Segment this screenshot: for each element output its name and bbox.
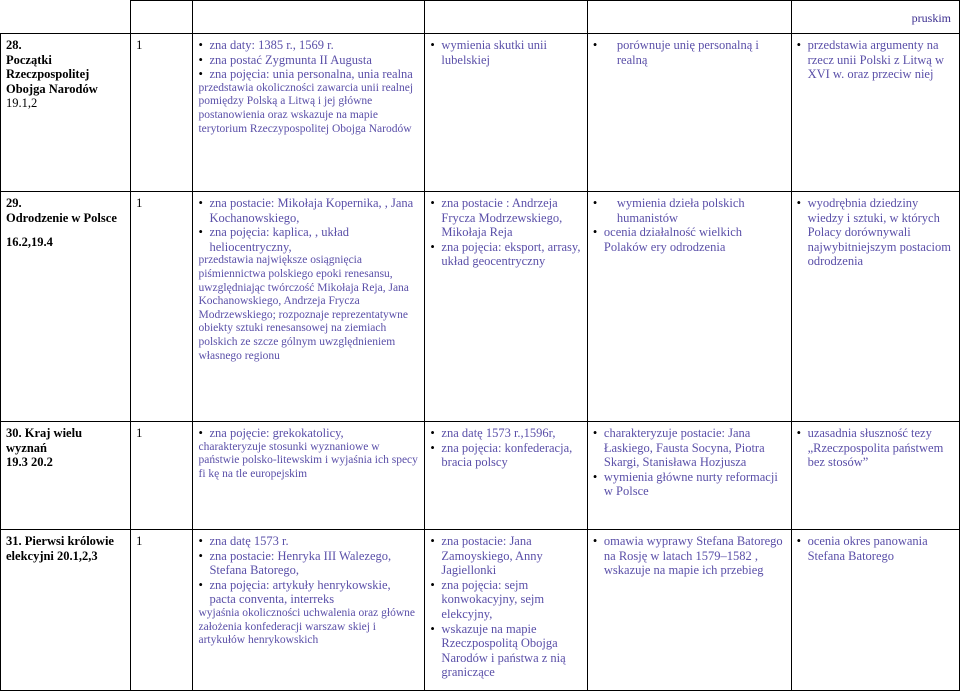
list-item: • zna datę 1573 r.,1596r, [430,426,581,441]
list-item: • porównuje unię personalną i realną [593,38,786,67]
table-row [1,192,960,422]
list-item: • wymienia skutki unii lubelskiej [430,38,581,67]
header-corner-text: pruskim [791,1,959,34]
requirements-sufficient [425,34,587,192]
hours-cell: 1 [131,192,193,422]
topic-reference: 19.1,2 [6,96,38,111]
topic-number: 28. [6,38,22,52]
list-item: przedstawia okoliczności zawarcia unii realnej pomiędzy Polską a Litwą i jej główne postanowienia oraz wskazuje na mapie terytorium Rzeczypospolitej Obojga Narodów [198,81,414,135]
list-item: • zna pojęcia: artykuły henrykowskie, pacta conventa, interreks [198,578,419,607]
list-item: • przedstawia argumenty na rzecz unii Polski z Litwą w XVI w. oraz przeciw niej [797,38,954,82]
header-row [1,1,960,34]
topic-cell [1,34,131,192]
requirements-very-good [791,422,959,530]
list-item: • zna datę 1573 r. [198,534,419,549]
list-item: • omawia wyprawy Stefana Batorego na Rosję w latach 1579–1582 , wskazuje na mapie ich przebieg [593,534,786,578]
requirements-basic [193,192,425,422]
requirements-basic [193,530,425,691]
requirements-good [587,192,791,422]
list-item: • zna postacie: Mikołaja Kopernika, , Jana Kochanowskiego, [198,196,419,225]
list-item: • wymienia główne nurty reformacji w Polsce [593,470,786,499]
header-spacer [1,1,131,34]
list-item: przedstawia największe osiągnięcia piśmiennictwa polskiego epoki renesansu, uwzględniając twórczość Mikołaja Reja, Jana Kochanowskiego, Andrzeja Frycza Modrzewskiego; rozpoznaje reprezentatywne obiekty sztuki renesansowej na ziemiach polskich ze szcze gólnym uwzględnieniem własnego regionu [198,254,409,362]
requirements-sufficient [425,530,587,691]
list-item: • zna pojęcie: grekokatolicy, [198,426,419,441]
list-item: • zna pojęcia: konfederacja, bracia polscy [430,441,581,470]
requirements-good [587,530,791,691]
topic-number: 29. [6,196,22,210]
list-item: wyjaśnia okoliczności uchwalenia oraz główne założenia konfederacji warszaw skiej i artykułów henrykowskich [198,606,415,647]
table-row [1,530,960,691]
hours-cell: 1 [131,422,193,530]
table-row [1,34,960,192]
table-row [1,422,960,530]
header-spacer [131,1,193,34]
topic-cell [1,530,131,691]
topic-cell [1,422,131,530]
requirements-sufficient [425,192,587,422]
list-item: • zna pojęcia: eksport, arrasy, układ geocentryczny [430,240,581,269]
list-item: • charakteryzuje postacie: Jana Łaskiego, Fausta Socyna, Piotra Skargi, Stanisława Hozjusza [593,426,786,470]
requirements-basic [193,34,425,192]
list-item: • uzasadnia słuszność tezy „Rzeczpospolita państwem bez stosów” [797,426,954,470]
requirements-basic [193,422,425,530]
list-item: • zna postacie: Henryka III Walezego, Stefana Batorego, [198,549,419,578]
list-item: • wskazuje na mapie Rzeczpospolitą Obojga Narodów i państwa z nią graniczące [430,622,581,680]
list-item: • zna daty: 1385 r., 1569 r. [198,38,419,53]
requirements-very-good [791,34,959,192]
topic-reference: 19.3 20.2 [6,455,53,470]
requirements-very-good [791,192,959,422]
requirements-sufficient [425,422,587,530]
topic-title: Odrodzenie w Polsce [6,210,117,225]
topic-title: Początki Rzeczpospolitej Obojga Narodów [6,52,98,96]
list-item: • wyodrębnia dziedziny wiedzy i sztuki, w których Polacy dorównywali najwybitniejszym postaciom odrodzenia [797,196,954,269]
topic-cell [1,192,131,422]
list-item: • zna postacie: Jana Zamoyskiego, Anny Jagiellonki [430,534,581,578]
list-item: • zna pojęcia: kaplica, , układ heliocentryczny, [198,225,419,254]
hours-cell: 1 [131,530,193,691]
header-spacer [587,1,791,34]
hours-cell: 1 [131,34,193,192]
topic-title: 30. Kraj wielu wyznań [6,426,83,455]
list-item: • ocenia okres panowania Stefana Batorego [797,534,954,563]
list-item: charakteryzuje stosunki wyznaniowe w państwie polsko-litewskim i wyjaśnia ich specy fi kę na tle europejskim [198,440,418,480]
list-item: • zna pojęcia: sejm konwokacyjny, sejm elekcyjny, [430,578,581,622]
requirements-good [587,422,791,530]
header-spacer [425,1,587,34]
list-item: • wymienia dzieła polskich humanistów [593,196,786,225]
requirements-very-good [791,530,959,691]
requirements-good [587,34,791,192]
list-item: • ocenia działalność wielkich Polaków ery odrodzenia [593,225,786,254]
topic-reference: 16.2,19.4 [6,235,53,250]
list-item: • zna postać Zygmunta II Augusta [198,53,419,68]
list-item: • zna pojęcia: unia personalna, unia realna [198,67,419,82]
list-item: • zna postacie : Andrzeja Frycza Modrzewskiego, Mikołaja Reja [430,196,581,240]
header-spacer [193,1,425,34]
topic-title: 31. Pierwsi królowie elekcyjni 20.1,2,3 [6,534,114,563]
